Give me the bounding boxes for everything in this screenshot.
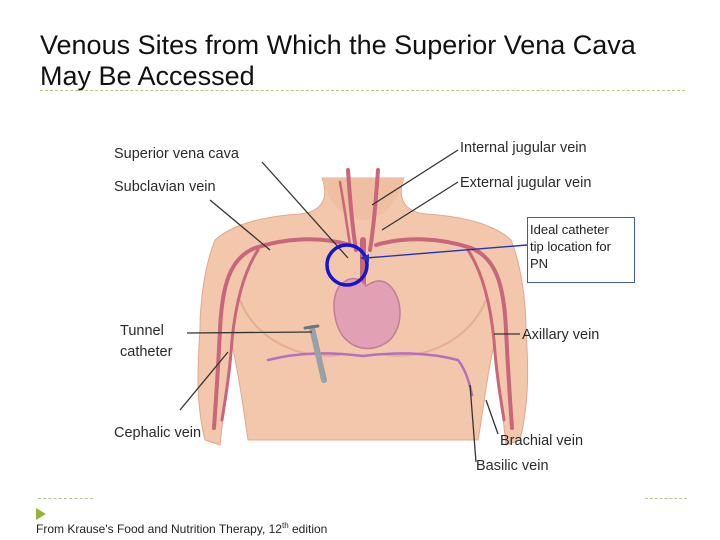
- label-tunnel-catheter-line1: Tunnel: [120, 323, 164, 339]
- heart-illustration: [334, 279, 400, 349]
- ideal-catheter-tip-callout: [527, 217, 635, 283]
- callout-line-1: Ideal catheter: [530, 222, 609, 237]
- source-citation-text: From Krause's Food and Nutrition Therapy, 12: [36, 522, 282, 536]
- label-superior-vena-cava: Superior vena cava: [114, 146, 239, 162]
- callout-line-2: tip location for: [530, 239, 611, 254]
- label-cephalic-vein: Cephalic vein: [114, 425, 202, 441]
- label-tunnel-catheter-line2: catheter: [120, 344, 173, 360]
- label-basilic-vein: Basilic vein: [476, 458, 549, 474]
- label-brachial-vein: Brachial vein: [500, 433, 584, 449]
- label-internal-jugular-vein: Internal jugular vein: [460, 140, 587, 156]
- footer-divider-right: [645, 498, 687, 499]
- label-axillary-vein: Axillary vein: [522, 327, 600, 343]
- label-subclavian-vein: Subclavian vein: [114, 179, 216, 195]
- footer-divider-left: [38, 498, 93, 499]
- source-citation-suffix: edition: [288, 522, 328, 536]
- label-external-jugular-vein: External jugular vein: [460, 175, 592, 191]
- callout-line-3: PN: [530, 256, 549, 271]
- slide-title: Venous Sites from Which the Superior Vena Cava May Be Accessed: [40, 30, 636, 91]
- source-citation: [36, 522, 327, 536]
- heart: [334, 279, 400, 349]
- bullet-arrow-icon: [36, 508, 46, 520]
- source-citation-superscript: th: [281, 521, 289, 530]
